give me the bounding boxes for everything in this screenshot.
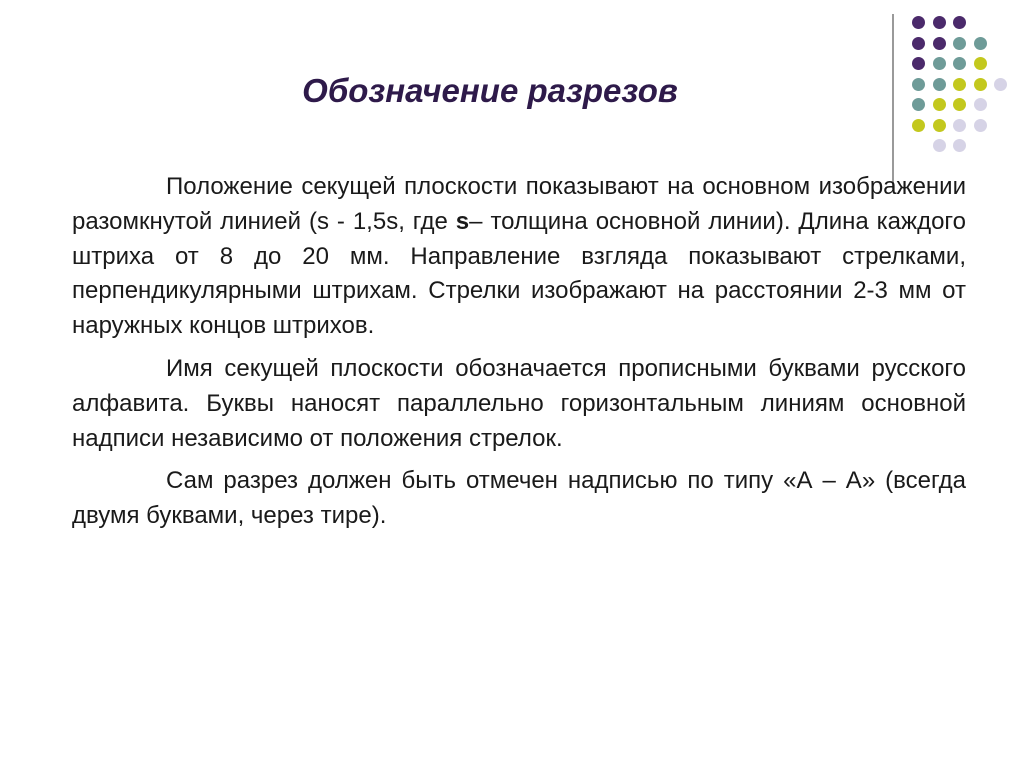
decorative-dot	[953, 78, 966, 91]
decorative-dot	[974, 119, 987, 132]
decorative-vertical-line	[892, 14, 894, 189]
decorative-dot	[933, 37, 946, 50]
decorative-dot	[912, 98, 925, 111]
decorative-dot	[933, 57, 946, 70]
decorative-dot	[933, 139, 946, 152]
decorative-dot	[953, 37, 966, 50]
slide-body	[72, 170, 966, 542]
decorative-dot	[912, 16, 925, 29]
decorative-dot	[912, 78, 925, 91]
decorative-dot	[974, 37, 987, 50]
decorative-dot	[933, 78, 946, 91]
decorative-dot	[953, 57, 966, 70]
decorative-dot	[912, 57, 925, 70]
paragraph-section-plane-name: Имя секущей плоскости обозначается прописными буквами русского алфавита. Буквы наносят параллельно горизонтальным линиям основной надписи независимо от положения стрелок.	[72, 354, 966, 452]
decorative-dot	[912, 119, 925, 132]
decorative-dot	[953, 16, 966, 29]
slide-title: Обозначение разрезов	[302, 72, 678, 109]
decorative-dot	[974, 57, 987, 70]
paragraph-bold-symbol: s	[455, 207, 470, 235]
paragraph-text: – толщина основной линии). Длина каждого штриха от 8 до 20 мм. Направление взгляда показывают стрелками, перпендикулярными штрихам. Стрелки изображают на расстоянии 2-3 мм от наружных концов штрихов.	[72, 207, 967, 340]
decorative-dot	[953, 119, 966, 132]
decorative-dot	[994, 78, 1007, 91]
decorative-dot	[953, 139, 966, 152]
decorative-dot	[933, 119, 946, 132]
decorative-dot	[933, 16, 946, 29]
paragraph-text: Положение секущей плоскости показывают на основном изображении разомкнутой линией (s - 1,5s, где	[72, 173, 966, 235]
decorative-dot	[933, 98, 946, 111]
decorative-dot	[974, 98, 987, 111]
paragraph-section-label: Сам разрез должен быть отмечен надписью по типу «А – А» (всегда двумя буквами, через тире).	[72, 467, 966, 530]
decorative-dot	[953, 98, 966, 111]
decorative-dot	[912, 37, 925, 50]
paragraph-section-plane-position	[72, 170, 966, 344]
decorative-dot	[974, 78, 987, 91]
